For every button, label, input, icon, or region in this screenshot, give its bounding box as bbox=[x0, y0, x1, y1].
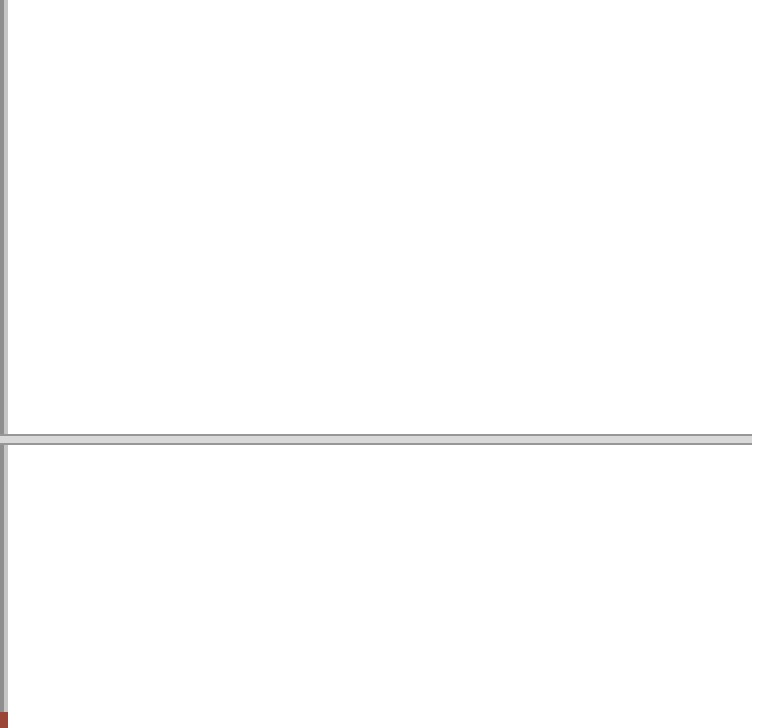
table-separator bbox=[0, 434, 752, 445]
page-edge-strip-bottom bbox=[0, 712, 8, 728]
page-edge-strip bbox=[0, 0, 8, 728]
